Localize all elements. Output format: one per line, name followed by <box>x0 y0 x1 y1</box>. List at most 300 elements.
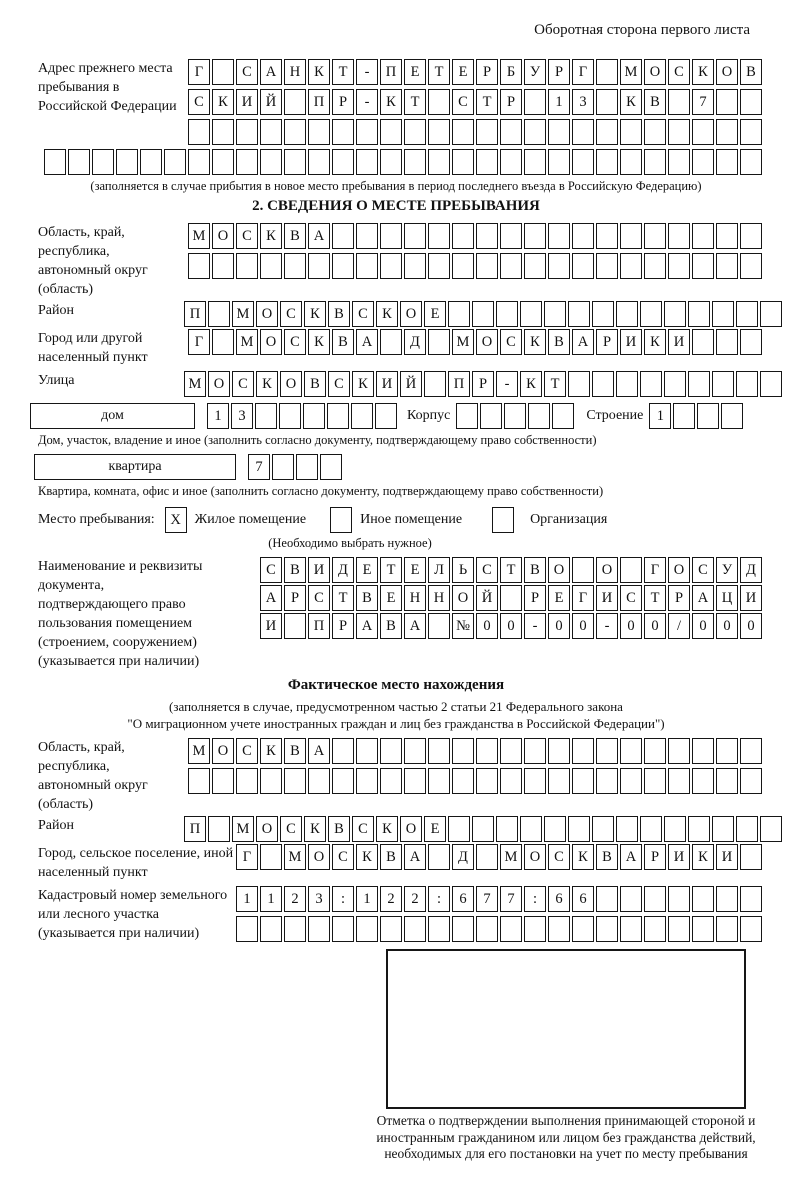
char-cell[interactable]: С <box>352 816 374 842</box>
char-cell[interactable]: И <box>260 613 282 639</box>
char-cell[interactable]: И <box>668 329 690 355</box>
char-cell[interactable] <box>740 223 762 249</box>
char-cell[interactable] <box>740 916 762 942</box>
char-cell[interactable] <box>279 403 301 429</box>
char-cell[interactable] <box>452 768 474 794</box>
char-cell[interactable] <box>640 301 662 327</box>
char-cell[interactable] <box>673 403 695 429</box>
char-cell[interactable] <box>548 149 570 175</box>
char-cell[interactable]: Е <box>380 585 402 611</box>
char-cell[interactable]: К <box>620 89 642 115</box>
char-cell[interactable]: С <box>452 89 474 115</box>
char-cell[interactable] <box>308 916 330 942</box>
char-cell[interactable]: В <box>284 223 306 249</box>
char-cell[interactable]: О <box>644 59 666 85</box>
char-cell[interactable]: М <box>188 738 210 764</box>
char-cell[interactable]: А <box>308 223 330 249</box>
char-cell[interactable] <box>255 403 277 429</box>
char-cell[interactable]: С <box>308 585 330 611</box>
char-cell[interactable] <box>716 89 738 115</box>
char-cell[interactable] <box>208 816 230 842</box>
char-cell[interactable] <box>332 253 354 279</box>
char-cell[interactable] <box>572 557 594 583</box>
char-cell[interactable]: 3 <box>231 403 253 429</box>
char-cell[interactable] <box>572 916 594 942</box>
char-cell[interactable] <box>480 403 502 429</box>
char-cell[interactable] <box>596 768 618 794</box>
char-cell[interactable]: 2 <box>404 886 426 912</box>
char-cell[interactable] <box>476 844 498 870</box>
char-cell[interactable]: 6 <box>452 886 474 912</box>
char-cell[interactable] <box>428 768 450 794</box>
char-cell[interactable] <box>596 253 618 279</box>
char-cell[interactable]: О <box>256 816 278 842</box>
char-cell[interactable]: И <box>716 844 738 870</box>
char-cell[interactable] <box>548 119 570 145</box>
char-cell[interactable]: 6 <box>572 886 594 912</box>
char-cell[interactable]: К <box>524 329 546 355</box>
char-cell[interactable] <box>92 149 114 175</box>
char-cell[interactable]: В <box>284 557 306 583</box>
char-cell[interactable] <box>544 301 566 327</box>
char-cell[interactable] <box>740 768 762 794</box>
char-cell[interactable] <box>404 119 426 145</box>
char-cell[interactable]: Н <box>404 585 426 611</box>
char-cell[interactable] <box>208 301 230 327</box>
char-cell[interactable] <box>644 768 666 794</box>
char-cell[interactable]: П <box>184 301 206 327</box>
char-cell[interactable]: Н <box>428 585 450 611</box>
char-cell[interactable] <box>332 149 354 175</box>
char-cell[interactable]: 0 <box>548 613 570 639</box>
char-cell[interactable]: К <box>260 738 282 764</box>
char-cell[interactable] <box>212 149 234 175</box>
char-cell[interactable]: И <box>596 585 618 611</box>
char-cell[interactable]: П <box>448 371 470 397</box>
char-cell[interactable] <box>520 816 542 842</box>
char-cell[interactable]: К <box>352 371 374 397</box>
char-cell[interactable] <box>476 768 498 794</box>
char-cell[interactable]: 3 <box>308 886 330 912</box>
char-cell[interactable] <box>356 149 378 175</box>
char-cell[interactable]: 2 <box>380 886 402 912</box>
char-cell[interactable]: Т <box>380 557 402 583</box>
char-cell[interactable]: А <box>260 59 282 85</box>
char-cell[interactable] <box>644 886 666 912</box>
char-cell[interactable] <box>568 816 590 842</box>
char-cell[interactable] <box>716 916 738 942</box>
char-cell[interactable] <box>620 916 642 942</box>
char-cell[interactable]: П <box>380 59 402 85</box>
char-cell[interactable]: М <box>184 371 206 397</box>
char-cell[interactable]: С <box>236 223 258 249</box>
char-cell[interactable] <box>308 119 330 145</box>
char-cell[interactable]: Е <box>356 557 378 583</box>
char-cell[interactable] <box>668 738 690 764</box>
char-cell[interactable] <box>740 886 762 912</box>
char-cell[interactable] <box>212 768 234 794</box>
char-cell[interactable] <box>500 223 522 249</box>
char-cell[interactable] <box>668 916 690 942</box>
char-cell[interactable] <box>644 253 666 279</box>
char-cell[interactable]: 0 <box>500 613 522 639</box>
char-cell[interactable] <box>380 149 402 175</box>
char-cell[interactable]: Б <box>500 59 522 85</box>
char-cell[interactable]: С <box>548 844 570 870</box>
char-cell[interactable] <box>476 119 498 145</box>
char-cell[interactable] <box>620 557 642 583</box>
char-cell[interactable]: Т <box>332 59 354 85</box>
char-cell[interactable]: К <box>304 301 326 327</box>
char-cell[interactable] <box>500 585 522 611</box>
char-cell[interactable] <box>620 738 642 764</box>
char-cell[interactable]: № <box>452 613 474 639</box>
char-cell[interactable] <box>740 119 762 145</box>
char-cell[interactable]: А <box>308 738 330 764</box>
char-cell[interactable] <box>356 223 378 249</box>
char-cell[interactable]: - <box>596 613 618 639</box>
char-cell[interactable]: Г <box>644 557 666 583</box>
char-cell[interactable]: 7 <box>692 89 714 115</box>
char-cell[interactable] <box>548 253 570 279</box>
char-cell[interactable] <box>572 149 594 175</box>
char-cell[interactable] <box>452 223 474 249</box>
char-cell[interactable] <box>380 119 402 145</box>
char-cell[interactable] <box>712 371 734 397</box>
char-cell[interactable] <box>380 223 402 249</box>
char-cell[interactable]: У <box>524 59 546 85</box>
char-cell[interactable] <box>740 329 762 355</box>
char-cell[interactable]: О <box>280 371 302 397</box>
char-cell[interactable] <box>236 768 258 794</box>
char-cell[interactable]: 6 <box>548 886 570 912</box>
char-cell[interactable]: - <box>356 89 378 115</box>
char-cell[interactable]: А <box>572 329 594 355</box>
char-cell[interactable]: О <box>716 59 738 85</box>
char-cell[interactable] <box>236 119 258 145</box>
char-cell[interactable] <box>452 916 474 942</box>
char-cell[interactable]: В <box>332 329 354 355</box>
char-cell[interactable]: С <box>500 329 522 355</box>
char-cell[interactable]: 3 <box>572 89 594 115</box>
char-cell[interactable] <box>524 89 546 115</box>
char-cell[interactable]: К <box>356 844 378 870</box>
char-cell[interactable] <box>356 768 378 794</box>
char-cell[interactable]: Р <box>332 613 354 639</box>
char-cell[interactable] <box>620 119 642 145</box>
char-cell[interactable] <box>548 916 570 942</box>
char-cell[interactable] <box>476 149 498 175</box>
char-cell[interactable] <box>308 768 330 794</box>
char-cell[interactable] <box>524 738 546 764</box>
checkbox-organization[interactable] <box>492 507 514 533</box>
char-cell[interactable] <box>448 301 470 327</box>
char-cell[interactable] <box>716 738 738 764</box>
char-cell[interactable] <box>596 119 618 145</box>
char-cell[interactable]: / <box>668 613 690 639</box>
char-cell[interactable] <box>284 916 306 942</box>
char-cell[interactable] <box>592 816 614 842</box>
char-cell[interactable] <box>572 768 594 794</box>
char-cell[interactable]: - <box>356 59 378 85</box>
char-cell[interactable] <box>500 738 522 764</box>
char-cell[interactable]: Л <box>428 557 450 583</box>
char-cell[interactable]: - <box>524 613 546 639</box>
char-cell[interactable] <box>236 253 258 279</box>
char-cell[interactable] <box>44 149 66 175</box>
char-cell[interactable]: А <box>356 329 378 355</box>
char-cell[interactable] <box>284 613 306 639</box>
char-cell[interactable]: В <box>380 613 402 639</box>
char-cell[interactable] <box>476 253 498 279</box>
char-cell[interactable] <box>404 768 426 794</box>
char-cell[interactable] <box>452 253 474 279</box>
char-cell[interactable] <box>716 119 738 145</box>
char-cell[interactable]: С <box>284 329 306 355</box>
char-cell[interactable]: П <box>308 89 330 115</box>
char-cell[interactable] <box>668 223 690 249</box>
char-cell[interactable]: С <box>280 301 302 327</box>
char-cell[interactable] <box>596 149 618 175</box>
char-cell[interactable]: Т <box>428 59 450 85</box>
char-cell[interactable] <box>572 253 594 279</box>
char-cell[interactable]: : <box>428 886 450 912</box>
char-cell[interactable]: Й <box>260 89 282 115</box>
char-cell[interactable] <box>716 768 738 794</box>
char-cell[interactable]: К <box>572 844 594 870</box>
char-cell[interactable]: К <box>376 816 398 842</box>
char-cell[interactable] <box>404 253 426 279</box>
char-cell[interactable]: С <box>620 585 642 611</box>
char-cell[interactable] <box>320 454 342 480</box>
char-cell[interactable]: С <box>352 301 374 327</box>
char-cell[interactable]: Р <box>644 844 666 870</box>
char-cell[interactable] <box>692 738 714 764</box>
char-cell[interactable] <box>496 301 518 327</box>
char-cell[interactable] <box>212 59 234 85</box>
char-cell[interactable]: Р <box>596 329 618 355</box>
char-cell[interactable]: Д <box>404 329 426 355</box>
char-cell[interactable] <box>524 223 546 249</box>
char-cell[interactable]: В <box>380 844 402 870</box>
char-cell[interactable]: М <box>232 301 254 327</box>
char-cell[interactable] <box>456 403 478 429</box>
char-cell[interactable] <box>568 301 590 327</box>
char-cell[interactable] <box>596 59 618 85</box>
char-cell[interactable]: С <box>692 557 714 583</box>
char-cell[interactable] <box>476 223 498 249</box>
char-cell[interactable] <box>716 223 738 249</box>
char-cell[interactable] <box>568 371 590 397</box>
char-cell[interactable] <box>736 301 758 327</box>
char-cell[interactable]: С <box>236 59 258 85</box>
char-cell[interactable]: Е <box>404 59 426 85</box>
char-cell[interactable]: М <box>284 844 306 870</box>
char-cell[interactable]: 1 <box>236 886 258 912</box>
char-cell[interactable]: Р <box>500 89 522 115</box>
char-cell[interactable] <box>380 253 402 279</box>
char-cell[interactable]: Ь <box>452 557 474 583</box>
char-cell[interactable]: О <box>524 844 546 870</box>
char-cell[interactable] <box>332 738 354 764</box>
char-cell[interactable] <box>692 329 714 355</box>
char-cell[interactable] <box>476 738 498 764</box>
char-cell[interactable] <box>668 119 690 145</box>
char-cell[interactable]: Р <box>548 59 570 85</box>
char-cell[interactable]: Т <box>644 585 666 611</box>
char-cell[interactable] <box>260 149 282 175</box>
char-cell[interactable] <box>500 916 522 942</box>
char-cell[interactable] <box>692 768 714 794</box>
char-cell[interactable]: И <box>236 89 258 115</box>
char-cell[interactable] <box>428 89 450 115</box>
char-cell[interactable] <box>356 738 378 764</box>
char-cell[interactable] <box>448 816 470 842</box>
char-cell[interactable] <box>164 149 186 175</box>
char-cell[interactable]: 0 <box>716 613 738 639</box>
char-cell[interactable]: К <box>256 371 278 397</box>
char-cell[interactable]: К <box>376 301 398 327</box>
char-cell[interactable]: А <box>404 844 426 870</box>
char-cell[interactable] <box>692 916 714 942</box>
char-cell[interactable]: К <box>520 371 542 397</box>
char-cell[interactable] <box>664 816 686 842</box>
char-cell[interactable] <box>188 253 210 279</box>
char-cell[interactable] <box>592 371 614 397</box>
char-cell[interactable] <box>140 149 162 175</box>
char-cell[interactable] <box>644 149 666 175</box>
char-cell[interactable] <box>596 886 618 912</box>
char-cell[interactable] <box>712 301 734 327</box>
char-cell[interactable]: В <box>284 738 306 764</box>
char-cell[interactable]: 0 <box>572 613 594 639</box>
char-cell[interactable]: 0 <box>644 613 666 639</box>
char-cell[interactable] <box>740 253 762 279</box>
char-cell[interactable] <box>284 768 306 794</box>
char-cell[interactable] <box>284 89 306 115</box>
char-cell[interactable]: Й <box>400 371 422 397</box>
char-cell[interactable]: В <box>548 329 570 355</box>
char-cell[interactable] <box>616 371 638 397</box>
char-cell[interactable] <box>524 768 546 794</box>
char-cell[interactable] <box>548 223 570 249</box>
char-cell[interactable] <box>404 916 426 942</box>
char-cell[interactable] <box>524 119 546 145</box>
char-cell[interactable]: 7 <box>248 454 270 480</box>
char-cell[interactable]: О <box>476 329 498 355</box>
char-cell[interactable] <box>620 886 642 912</box>
char-cell[interactable]: И <box>620 329 642 355</box>
char-cell[interactable] <box>356 253 378 279</box>
char-cell[interactable] <box>260 916 282 942</box>
char-cell[interactable] <box>664 371 686 397</box>
char-cell[interactable]: А <box>692 585 714 611</box>
char-cell[interactable]: К <box>308 329 330 355</box>
char-cell[interactable] <box>716 886 738 912</box>
char-cell[interactable]: 0 <box>620 613 642 639</box>
char-cell[interactable]: К <box>380 89 402 115</box>
char-cell[interactable] <box>284 253 306 279</box>
char-cell[interactable] <box>616 301 638 327</box>
char-cell[interactable]: С <box>332 844 354 870</box>
char-cell[interactable]: В <box>328 301 350 327</box>
char-cell[interactable] <box>500 119 522 145</box>
char-cell[interactable]: 0 <box>476 613 498 639</box>
char-cell[interactable] <box>356 119 378 145</box>
char-cell[interactable] <box>620 149 642 175</box>
char-cell[interactable] <box>428 223 450 249</box>
char-cell[interactable]: Е <box>548 585 570 611</box>
char-cell[interactable] <box>327 403 349 429</box>
char-cell[interactable] <box>380 738 402 764</box>
char-cell[interactable]: 1 <box>356 886 378 912</box>
char-cell[interactable] <box>760 371 782 397</box>
char-cell[interactable]: С <box>188 89 210 115</box>
char-cell[interactable] <box>375 403 397 429</box>
char-cell[interactable] <box>668 768 690 794</box>
char-cell[interactable] <box>520 301 542 327</box>
char-cell[interactable] <box>500 768 522 794</box>
char-cell[interactable] <box>760 816 782 842</box>
char-cell[interactable] <box>428 329 450 355</box>
char-cell[interactable] <box>212 119 234 145</box>
char-cell[interactable]: Т <box>476 89 498 115</box>
char-cell[interactable] <box>452 149 474 175</box>
char-cell[interactable] <box>692 149 714 175</box>
char-cell[interactable] <box>284 149 306 175</box>
char-cell[interactable]: Р <box>332 89 354 115</box>
char-cell[interactable] <box>188 149 210 175</box>
char-cell[interactable] <box>296 454 318 480</box>
char-cell[interactable] <box>380 329 402 355</box>
char-cell[interactable]: Г <box>188 59 210 85</box>
char-cell[interactable]: 0 <box>740 613 762 639</box>
char-cell[interactable]: Д <box>332 557 354 583</box>
char-cell[interactable]: У <box>716 557 738 583</box>
char-cell[interactable] <box>716 253 738 279</box>
char-cell[interactable]: А <box>620 844 642 870</box>
char-cell[interactable]: 1 <box>260 886 282 912</box>
char-cell[interactable] <box>688 816 710 842</box>
char-cell[interactable]: С <box>232 371 254 397</box>
char-cell[interactable]: В <box>644 89 666 115</box>
char-cell[interactable] <box>188 119 210 145</box>
char-cell[interactable]: 1 <box>207 403 229 429</box>
char-cell[interactable] <box>644 223 666 249</box>
char-cell[interactable] <box>620 253 642 279</box>
char-cell[interactable]: - <box>496 371 518 397</box>
char-cell[interactable] <box>697 403 719 429</box>
char-cell[interactable] <box>428 253 450 279</box>
char-cell[interactable]: К <box>212 89 234 115</box>
char-cell[interactable]: А <box>356 613 378 639</box>
char-cell[interactable] <box>596 916 618 942</box>
char-cell[interactable] <box>572 738 594 764</box>
char-cell[interactable]: Р <box>668 585 690 611</box>
apartment-type-box[interactable]: квартира <box>34 454 236 480</box>
char-cell[interactable] <box>716 329 738 355</box>
char-cell[interactable] <box>760 301 782 327</box>
char-cell[interactable] <box>740 149 762 175</box>
char-cell[interactable] <box>736 816 758 842</box>
char-cell[interactable]: Й <box>476 585 498 611</box>
char-cell[interactable] <box>404 738 426 764</box>
char-cell[interactable]: В <box>328 816 350 842</box>
char-cell[interactable] <box>404 149 426 175</box>
char-cell[interactable]: Е <box>452 59 474 85</box>
char-cell[interactable]: С <box>260 557 282 583</box>
char-cell[interactable]: М <box>188 223 210 249</box>
